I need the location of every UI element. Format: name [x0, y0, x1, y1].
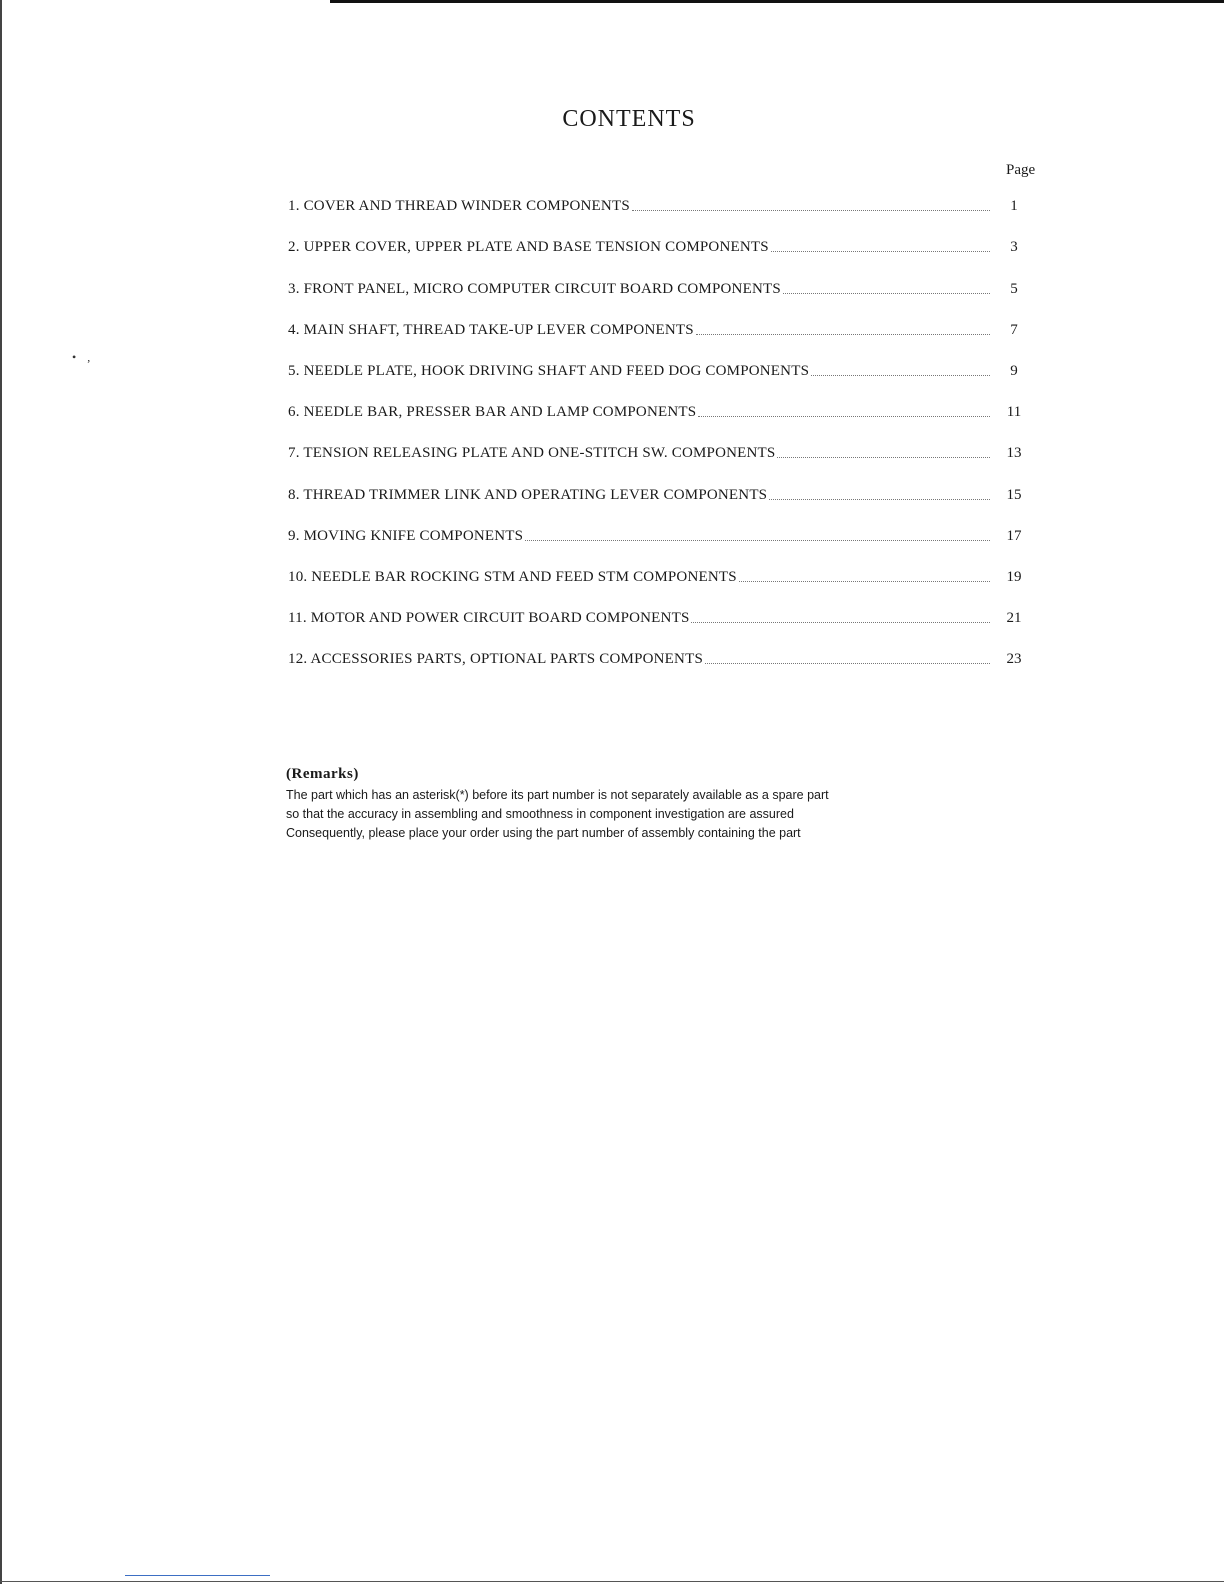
toc-entry-label: 9. MOVING KNIFE COMPONENTS: [288, 527, 524, 544]
toc-entry-page: 13: [1006, 445, 1022, 462]
toc-entry-page: 5: [1010, 280, 1018, 297]
toc-leader-dots: [632, 210, 990, 211]
toc-entry[interactable]: [288, 627, 1048, 668]
toc-entry[interactable]: [288, 586, 1048, 627]
toc-entry[interactable]: [288, 298, 1048, 339]
toc-entry-label: 7. TENSION RELEASING PLATE AND ONE-STITCH SW. COMPONENTS: [288, 445, 776, 462]
toc-leader-dots: [739, 581, 990, 582]
toc-leader-dots: [691, 622, 990, 623]
toc-entry-label: 3. FRONT PANEL, MICRO COMPUTER CIRCUIT BOARD COMPONENTS: [288, 280, 781, 297]
toc-leader-dots: [705, 663, 990, 664]
page-column-heading: Page: [1006, 162, 1036, 178]
toc-entry[interactable]: [288, 462, 1048, 503]
toc-entry[interactable]: [288, 545, 1048, 586]
toc-entry-label: 6. NEEDLE BAR, PRESSER BAR AND LAMP COMPONENTS: [288, 404, 697, 421]
toc-entry[interactable]: [288, 421, 1048, 462]
toc-entry-page: 21: [1006, 610, 1022, 627]
scan-speck: • ,: [72, 350, 95, 364]
toc-entry-page: 11: [1006, 404, 1022, 421]
page-title: CONTENTS: [562, 106, 696, 132]
toc-entry-label: 1. COVER AND THREAD WINDER COMPONENTS: [288, 198, 630, 215]
toc-leader-dots: [698, 416, 990, 417]
toc-entry-label: 12. ACCESSORIES PARTS, OPTIONAL PARTS COMPONENTS: [288, 651, 703, 668]
toc-entry[interactable]: [288, 215, 1048, 256]
toc-leader-dots: [696, 334, 990, 335]
bottom-blue-mark: [125, 1575, 270, 1576]
toc-entry-label: 10. NEEDLE BAR ROCKING STM AND FEED STM COMPONENTS: [288, 568, 737, 585]
remarks-heading: (Remarks): [286, 766, 359, 782]
toc-entry-page: 19: [1006, 568, 1022, 585]
remarks-section: [286, 765, 966, 843]
toc-entry[interactable]: [288, 339, 1048, 380]
toc-leader-dots: [769, 499, 990, 500]
toc-entry-page: 1: [1010, 198, 1018, 215]
toc-entry[interactable]: [288, 380, 1048, 421]
toc-entry-page: 7: [1010, 321, 1018, 338]
toc-entry[interactable]: [288, 174, 1048, 215]
toc-entry[interactable]: [288, 504, 1048, 545]
toc-leader-dots: [525, 540, 990, 541]
toc-entry-label: 4. MAIN SHAFT, THREAD TAKE-UP LEVER COMPONENTS: [288, 321, 694, 338]
table-of-contents: [288, 174, 1048, 668]
toc-leader-dots: [783, 293, 990, 294]
remarks-line: The part which has an asterisk(*) before its part number is not separately available as a spare part: [286, 788, 829, 802]
toc-entry-label: 5. NEEDLE PLATE, HOOK DRIVING SHAFT AND FEED DOG COMPONENTS: [288, 362, 810, 379]
toc-entry[interactable]: [288, 256, 1048, 297]
toc-entry-page: 9: [1010, 362, 1018, 379]
toc-entry-page: 3: [1010, 239, 1018, 256]
bottom-scan-edge: [0, 1581, 1224, 1582]
toc-entry-label: 2. UPPER COVER, UPPER PLATE AND BASE TENSION COMPONENTS: [288, 239, 769, 256]
toc-entry-page: 17: [1006, 527, 1022, 544]
toc-entry-page: 15: [1006, 486, 1022, 503]
remarks-line: Consequently, please place your order using the part number of assembly containing the part: [286, 826, 801, 840]
top-rule: [330, 0, 1224, 3]
toc-entry-page: 23: [1006, 651, 1022, 668]
toc-leader-dots: [777, 457, 990, 458]
toc-leader-dots: [771, 251, 990, 252]
remarks-line: so that the accuracy in assembling and smoothness in component investigation are assured: [286, 807, 794, 821]
left-scan-edge: [0, 0, 2, 1584]
toc-leader-dots: [811, 375, 990, 376]
toc-entry-label: 8. THREAD TRIMMER LINK AND OPERATING LEVER COMPONENTS: [288, 486, 768, 503]
toc-entry-label: 11. MOTOR AND POWER CIRCUIT BOARD COMPONENTS: [288, 610, 690, 627]
